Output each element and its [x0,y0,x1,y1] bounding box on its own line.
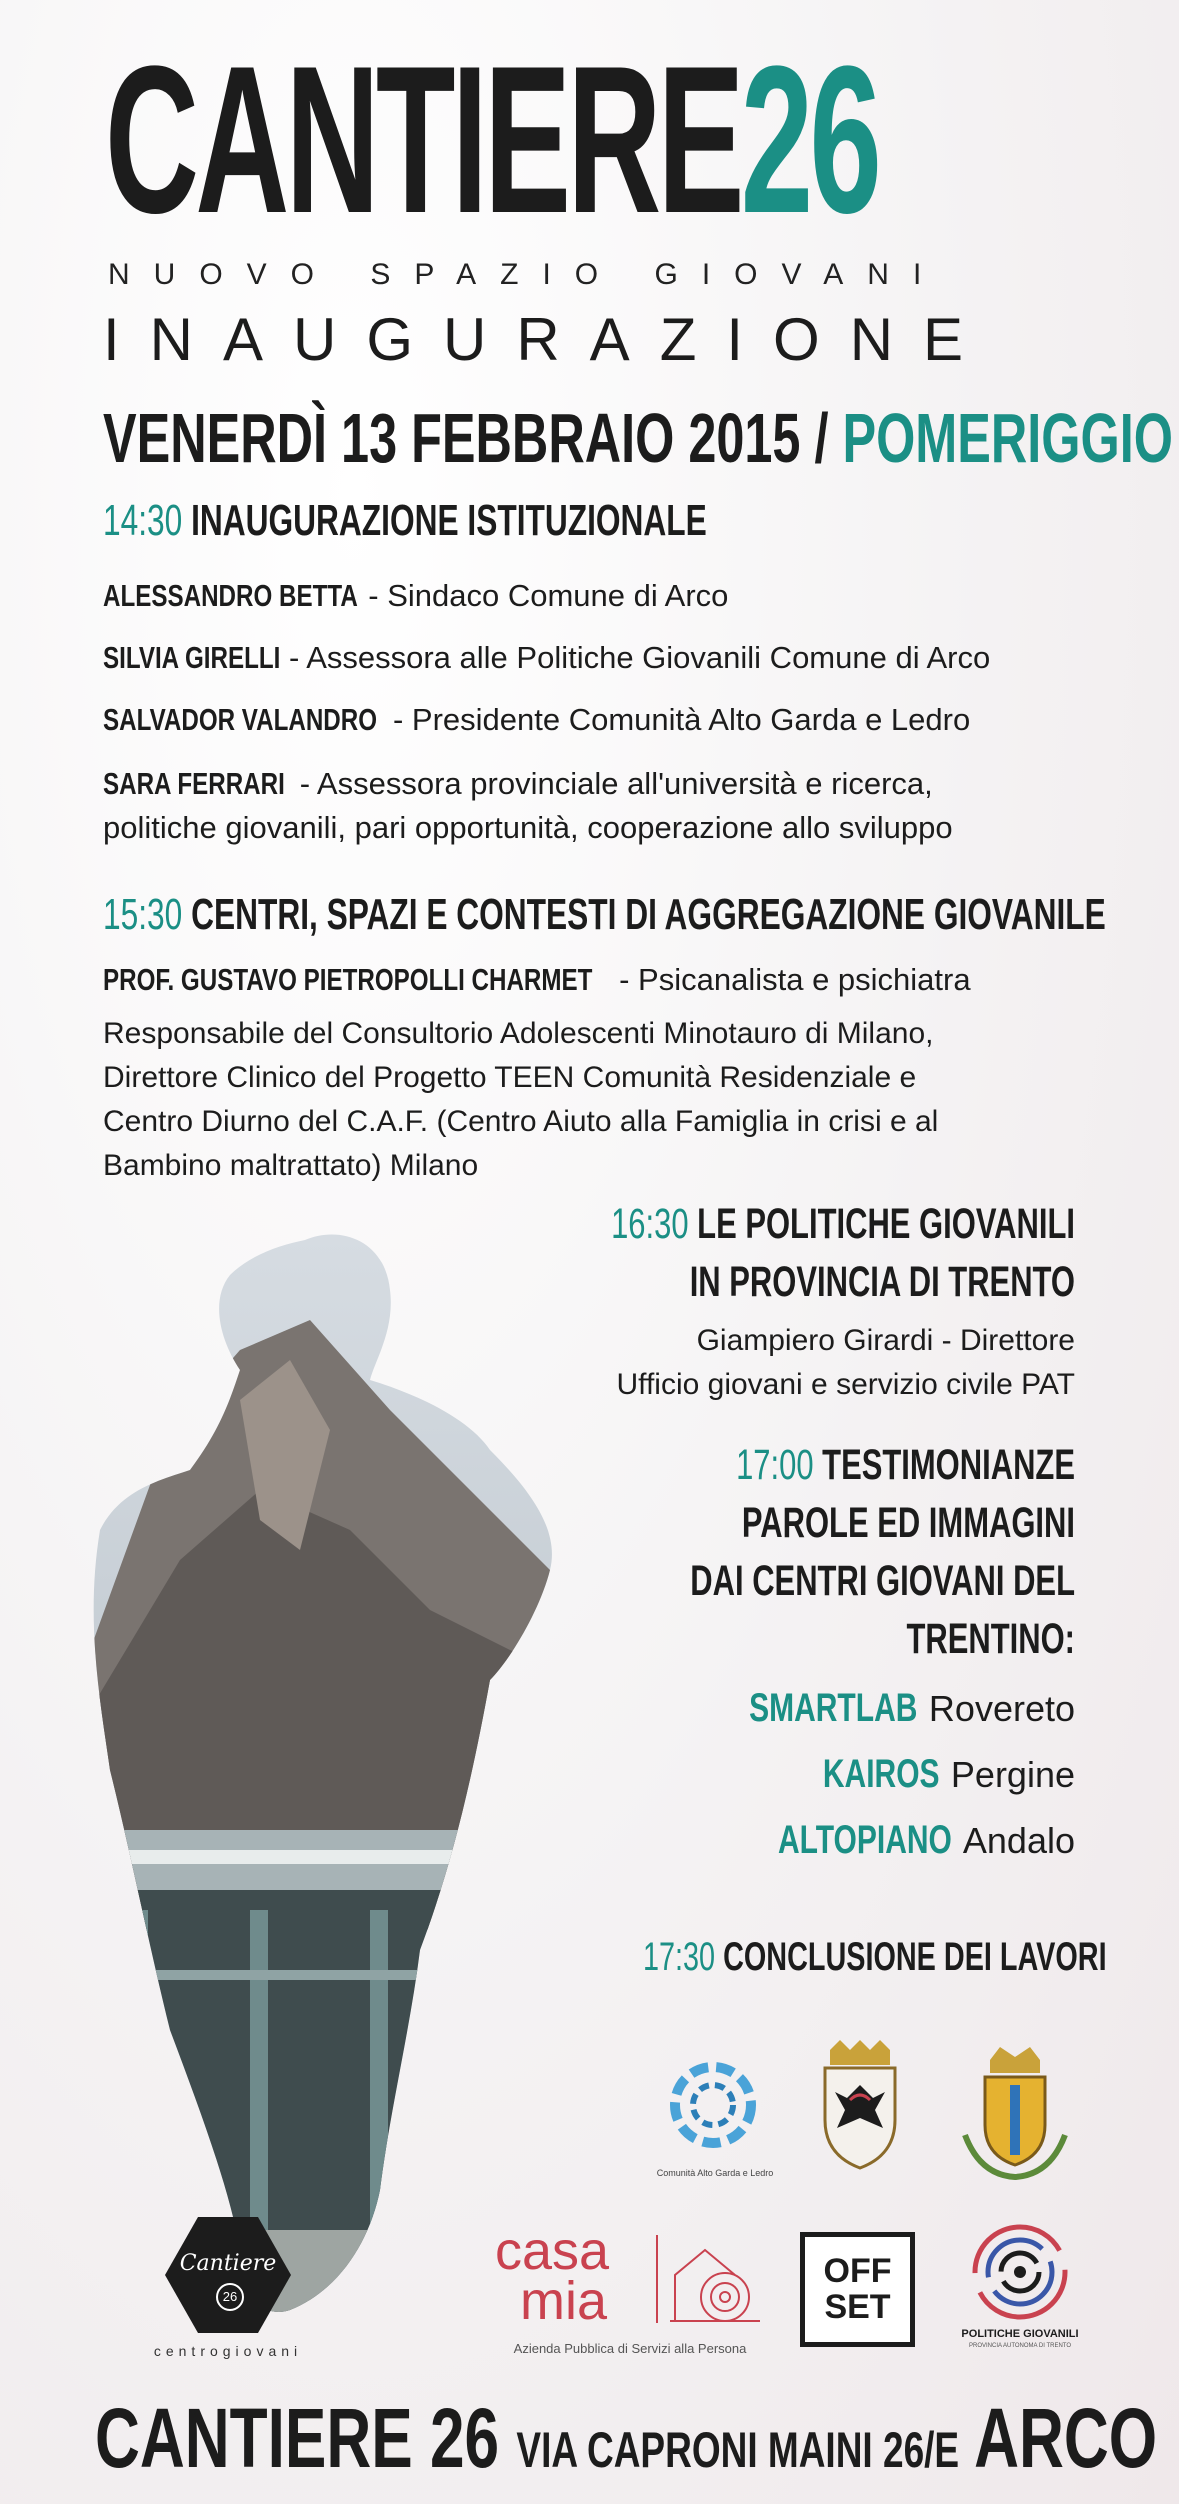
speaker-row [103,578,728,614]
session-time: 16:30 [611,1200,689,1248]
center-city: Rovereto [928,1688,1075,1729]
speaker-role: - Assessora alle Politiche Giovanili Comune di Arco [288,640,991,675]
offset-word-2: SET [824,2288,891,2326]
speaker-name: SILVIA GIRELLI [103,640,281,675]
session-1630-heading [571,1195,1075,1253]
politiche-subcaption: PROVINCIA AUTONOMA DI TRENTO [968,2343,1072,2349]
date-separator: / [814,399,829,477]
session-1630 [375,1195,1075,1407]
date-part-of-day: POMERIGGIO [842,399,1173,477]
coat-of-arms-icon [960,2045,1070,2185]
bio-line: Responsabile del Consultorio Adolescenti Minotauro di Milano, [103,1017,934,1050]
trento-province-coat-of-arms [815,2040,905,2170]
session-detail-line: Ufficio giovani e servizio civile PAT [616,1368,1075,1401]
speaker-role: - Assessora provinciale all'università e ricerca, [299,766,933,801]
title-number: 26 [740,22,879,257]
casamia-word-1: casa [495,2221,610,2281]
session-title: LE POLITICHE GIOVANILI [697,1200,1075,1248]
bio-line: Bambino maltrattato) Milano [103,1149,479,1182]
casamia-logo [490,2221,770,2365]
footer-city: ARCO [974,2391,1158,2485]
speaker-role: - Presidente Comunità Alto Garda e Ledro [392,702,971,737]
center-name: ALTOPIANO [777,1818,952,1862]
main-title [105,22,879,257]
date-weekday: VENERDÌ [103,399,328,477]
date-month-year: FEBBRAIO 2015 [411,399,801,477]
session-1730-heading [643,1928,1107,1986]
cantiere-badge-number: 26 [216,2283,244,2311]
speaker-name: PROF. GUSTAVO PIETROPOLLI CHARMET [103,962,593,997]
speaker-name: SARA FERRARI [103,766,285,801]
session-subtitle-line: DAI CENTRI GIOVANI DEL [690,1557,1075,1605]
center-row-kairos [784,1752,1075,1797]
event-title: INAUGURAZIONE [103,306,994,373]
session-time: 17:30 [643,1935,716,1979]
session-title: CENTRI, SPAZI E CONTESTI DI AGGREGAZIONE GIOVANILE [191,890,1106,939]
comunita-emblem-icon [658,2050,768,2160]
center-name: SMARTLAB [749,1686,918,1730]
cantiere-badge-text: Cantiere [179,2251,277,2276]
date-line [103,398,1173,478]
snail-house-icon [655,2235,765,2325]
session-title: INAUGURAZIONE ISTITUZIONALE [191,496,707,545]
politiche-caption: POLITICHE GIOVANILI [961,2328,1079,2340]
concentric-circles-icon [970,2222,1070,2322]
casamia-caption: Azienda Pubblica di Servizi alla Persona [513,2341,747,2356]
session-subtitle-line: TRENTINO: [906,1615,1075,1663]
session-title: TESTIMONIANZE [822,1441,1075,1489]
bio-line: Direttore Clinico del Progetto TEEN Comunità Residenziale e [103,1061,917,1094]
speaker-bio [103,1012,1083,1188]
offset-word-1: OFF [823,2252,892,2290]
comunita-caption: Comunità Alto Garda e Ledro [656,2168,774,2178]
speaker-name: SALVADOR VALANDRO [103,702,378,737]
footer-venue [95,2390,1157,2487]
speaker-role: - Psicanalista e psichiatra [619,962,971,997]
speaker-role-continued: politiche giovanili, pari opportunità, cooperazione allo sviluppo [103,810,953,845]
session-time: 14:30 [103,496,183,545]
session-subtitle-line: PAROLE ED IMMAGINI [741,1499,1075,1547]
subtitle: NUOVO SPAZIO GIOVANI [108,258,946,291]
session-detail-line: Giampiero Girardi - Direttore [696,1324,1075,1357]
cantiere-caption: centrogiovani [153,2343,303,2359]
center-row-smartlab [693,1686,1075,1731]
session-1430-heading [103,496,707,546]
politiche-giovanili-logo [960,2222,1080,2362]
arco-coat-of-arms [960,2045,1070,2185]
speaker-row [103,640,990,676]
session-1700-heading [607,1436,1075,1494]
session-title: CONCLUSIONE DEI LAVORI [723,1935,1107,1979]
speaker-name: ALESSANDRO BETTA [103,578,358,613]
session-1700 [425,1436,1075,1668]
session-time: 17:00 [736,1441,814,1489]
coat-of-arms-icon [815,2040,905,2170]
center-name: KAIROS [823,1752,940,1796]
speaker-row [103,702,970,738]
footer-venue-name: CANTIERE 26 [95,2391,500,2485]
session-1530-heading [103,890,1106,940]
speaker-row [103,962,971,998]
center-city: Andalo [962,1820,1075,1861]
offset-logo [800,2232,915,2347]
session-1730 [475,1928,1107,1986]
center-row-altopiano [720,1818,1075,1863]
comunita-logo [640,2050,790,2200]
center-city: Pergine [950,1754,1075,1795]
speaker-role: - Sindaco Comune di Arco [368,578,729,613]
casamia-word-2: mia [520,2271,608,2331]
footer-address: VIA CAPRONI MAINI 26/E [516,2422,960,2478]
bio-line: Centro Diurno del C.A.F. (Centro Aiuto alla Famiglia in crisi e al [103,1105,939,1138]
title-word: CANTIERE [105,22,741,257]
session-time: 15:30 [103,890,183,939]
speaker-row [103,766,933,802]
cantiere26-logo [148,2215,308,2365]
date-day: 13 [341,399,398,477]
session-title-line-2: IN PROVINCIA DI TRENTO [689,1258,1075,1306]
